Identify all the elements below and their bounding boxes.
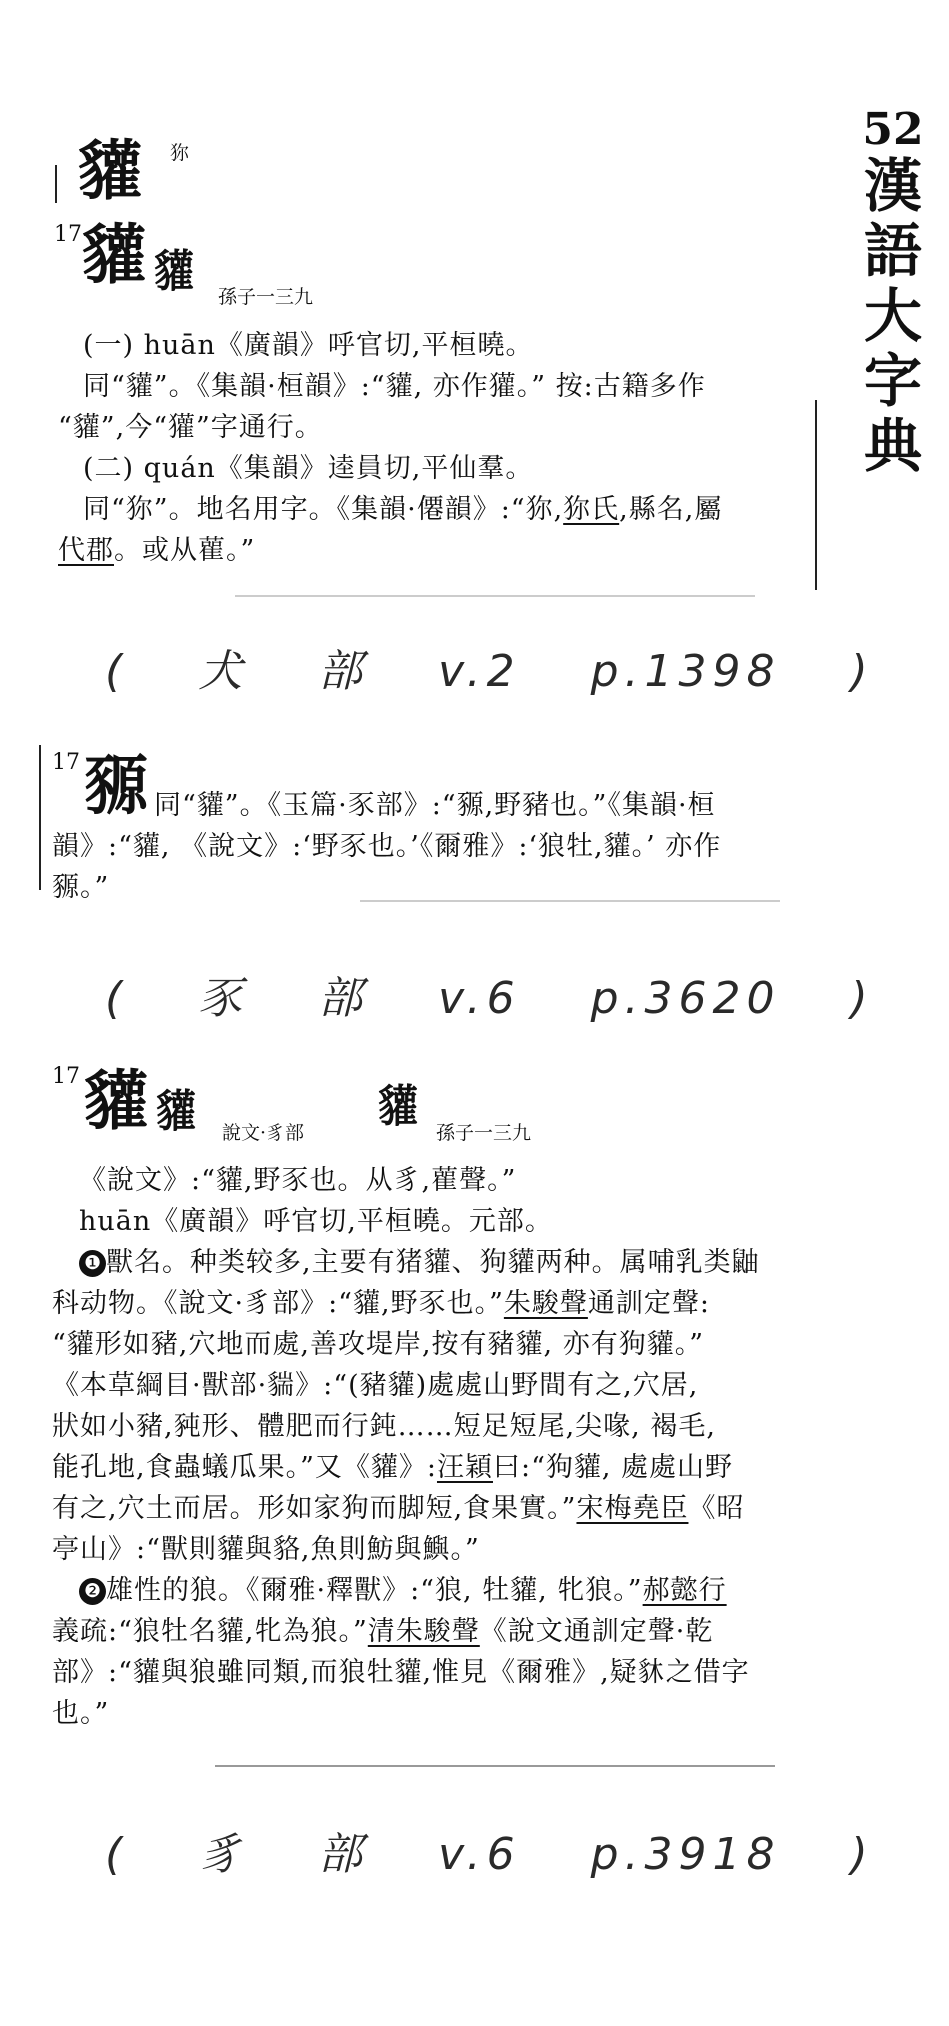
definition-text: 同“貛”。《集韻·桓韻》:“貛, 亦作獾。” 按:古籍多作	[83, 371, 706, 402]
text-run: 科动物。《說文·豸部》:“貛,野豕也。”	[52, 1288, 504, 1319]
reading-1: (一) huān《廣韻》呼官切,平桓曉。	[83, 330, 534, 361]
definition-text: 亭山》:“獸則貛與貉,魚則魴與鱮。”	[52, 1534, 480, 1565]
hand-paren: (	[105, 646, 129, 697]
text-run: 《昭	[688, 1493, 745, 1524]
stroke-count: 17	[54, 222, 82, 247]
variant-note: 狝	[170, 142, 190, 164]
definition-text: 也。”	[52, 1698, 110, 1729]
hand-bu: 部	[318, 1829, 369, 1880]
text-run: 《說文通訓定聲·乾	[479, 1616, 714, 1647]
title-char: 典	[863, 412, 922, 481]
title-char: 字	[863, 347, 922, 416]
entry-1-body	[58, 325, 722, 571]
entry-3-body	[52, 1160, 760, 1734]
sense-marker: ❶	[79, 1250, 106, 1277]
text-run: 義疏:“狼牡名貛,牝為狼。”	[52, 1616, 368, 1647]
sense-1	[52, 1242, 760, 1283]
text-run: 能孔地,食蟲蟻瓜果。”又《貛》:	[52, 1452, 437, 1483]
text-run: 雄性的狼。《爾雅·釋獸》:“狼, 牡貛, 牝狼。”	[106, 1575, 643, 1606]
handwritten-reference	[105, 1818, 944, 1882]
reading-2: (二) quán《集韻》逵員切,平仙羣。	[83, 453, 534, 484]
quote-shuowen: 《說文》:“貛,野豕也。从豸,雚聲。”	[79, 1165, 517, 1196]
hand-bu: 部	[318, 973, 369, 1024]
margin-rule	[55, 165, 57, 203]
definition-text: “貛”,今“獾”字通行。	[58, 412, 323, 443]
definition-text	[52, 1283, 760, 1324]
definition-text	[52, 1611, 760, 1652]
proper-noun: 宋梅堯臣	[576, 1493, 689, 1524]
hand-radical: 豸	[198, 1829, 249, 1880]
hand-bu: 部	[318, 646, 369, 697]
divider	[215, 1765, 775, 1767]
variant-headword: 貛	[78, 134, 142, 209]
seal-script-form: 貛	[156, 1086, 196, 1137]
text-run: 通訓定聲:	[587, 1288, 710, 1319]
definition-text: “貛形如豬,穴地而處,善攻堤岸,按有豬貛, 亦有狗貛。”	[52, 1329, 705, 1360]
hand-paren: )	[850, 1829, 874, 1880]
title-char: 語	[863, 217, 922, 286]
text-run: ,縣名,屬	[619, 494, 723, 525]
handwritten-reference	[105, 635, 944, 699]
text-run: 有之,穴土而居。形如家狗而脚短,食果實。”	[52, 1493, 577, 1524]
definition-text	[58, 530, 722, 571]
title-char: 漢	[863, 152, 922, 221]
text-run: 獸名。种类较多,主要有猪貛、狗貛两种。属哺乳类鼬	[106, 1247, 760, 1278]
proper-noun: 朱駿聲	[503, 1288, 588, 1319]
hand-paren: )	[850, 973, 874, 1024]
headword: 貛	[84, 1064, 148, 1139]
headword: 豲	[84, 749, 148, 824]
hand-page: p.3918	[590, 1829, 781, 1880]
seal-script-form: 貛	[154, 246, 194, 297]
text-run: 曰:“狗貛, 處處山野	[492, 1452, 734, 1483]
headword: 貛	[82, 218, 146, 293]
seal-source: 孫子一三九	[436, 1122, 532, 1144]
seal-source: 說文·豸部	[222, 1122, 305, 1144]
proper-noun: 代郡	[58, 535, 114, 566]
hand-paren: )	[850, 646, 874, 697]
definition-text: 狀如小豬,豘形、體肥而行鈍……短足短尾,尖喙, 褐毛,	[52, 1411, 716, 1442]
definition-text: 同“貛”。《玉篇·豕部》:“豲,野豬也。”《集韻·桓	[154, 790, 716, 821]
stroke-count: 17	[52, 1064, 80, 1089]
hand-radical: 豕	[198, 973, 249, 1024]
divider	[360, 900, 780, 902]
text-run: 。或从雚。”	[114, 535, 256, 566]
definition-text	[52, 1447, 760, 1488]
hand-volume: v.2	[438, 646, 521, 697]
definition-text: 豲。”	[52, 872, 110, 903]
sense-2	[52, 1570, 760, 1611]
definition-text	[58, 489, 722, 530]
handwritten-reference	[105, 962, 944, 1026]
proper-noun: 郝懿行	[642, 1575, 727, 1606]
definition-text: 《本草綱目·獸部·貒》:“(豬貛)處處山野間有之,穴居,	[52, 1370, 699, 1401]
hand-page: p.1398	[590, 646, 781, 697]
proper-noun: 清朱駿聲	[367, 1616, 480, 1647]
stroke-count: 17	[52, 750, 80, 775]
margin-rule	[39, 745, 41, 890]
seal-source: 孫子一三九	[218, 286, 314, 308]
hand-paren: (	[105, 1829, 129, 1880]
right-rule	[815, 400, 817, 590]
hand-radical: 犬	[198, 646, 249, 697]
volume-number: 52	[862, 104, 924, 155]
hand-volume: v.6	[438, 973, 521, 1024]
proper-noun: 狝氏	[563, 494, 620, 525]
dictionary-title-vertical	[858, 105, 928, 479]
divider	[235, 595, 755, 597]
definition-text	[52, 1488, 760, 1529]
reading: huān《廣韻》呼官切,平桓曉。元部。	[79, 1206, 553, 1237]
definition-text: 部》:“貛與狼雖同類,而狼牡貛,惟見《爾雅》,疑䝗之借字	[52, 1657, 750, 1688]
sense-marker: ❷	[79, 1578, 106, 1605]
title-char: 大	[863, 282, 922, 351]
definition-text: 韻》:“貛, 《說文》:‘野豕也。’《爾雅》:‘狼牡,貛。’ 亦作	[52, 831, 722, 862]
seal-script-form: 貛	[378, 1081, 418, 1132]
text-run: 同“狝”。地名用字。《集韻·僊韻》:“狝,	[83, 494, 564, 525]
proper-noun: 汪穎	[436, 1452, 493, 1483]
hand-page: p.3620	[590, 973, 781, 1024]
entry-2-body	[52, 785, 721, 908]
hand-paren: (	[105, 973, 129, 1024]
hand-volume: v.6	[438, 1829, 521, 1880]
